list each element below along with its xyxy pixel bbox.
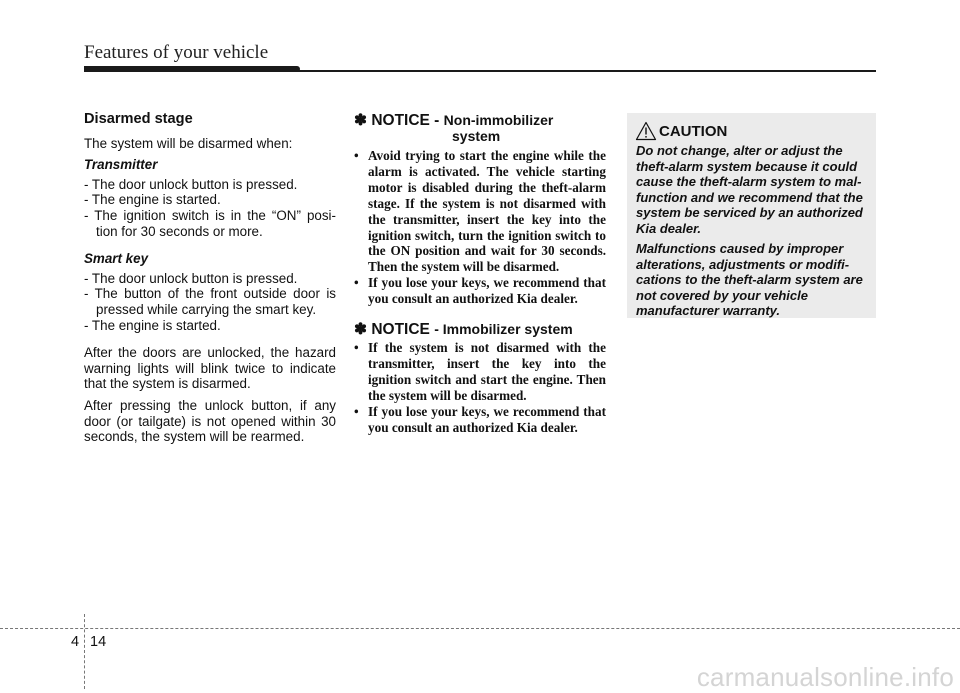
list-item [354, 275, 606, 307]
caution-label: CAUTION [659, 122, 728, 140]
middle-column [354, 108, 606, 436]
intro-text: The system will be disarmed when: [84, 135, 293, 151]
notice-label: NOTICE [371, 321, 430, 339]
bullet-icon: • [354, 403, 359, 419]
list-item [354, 404, 606, 436]
list-item: - The button of the front outside door is pressed while carrying the smart key. [84, 286, 336, 317]
list-item: - The door unlock button is pressed. [84, 270, 298, 286]
footer-rule [0, 628, 960, 629]
page-number: 14 [90, 634, 107, 650]
transmitter-heading: Transmitter [84, 157, 158, 173]
paragraph: After pressing the unlock button, if any door (or tailgate) is not opened within 30 seconds, the system will be rearmed. [84, 397, 336, 445]
smart-key-heading: Smart key [84, 251, 149, 267]
caution-header [635, 121, 727, 141]
list-item-text: If you lose your keys, we recommend that you consult an authorized Kia dealer. [368, 403, 606, 435]
notice-subtitle: Non-immobilizer [443, 112, 554, 128]
bullet-icon: • [354, 148, 359, 163]
caution-paragraph: Do not change, alter or adjust the theft-alarm system because it could cause the theft-alarm system to mal-function and we recommend that the system be serviced by an authorized Kia dealer. [636, 143, 863, 236]
list-item: - The door unlock button is pressed. [84, 176, 298, 192]
list-item-text: Avoid trying to start the engine while the alarm is activated. The vehicle starting motor is disabled during the theft-alarm stage. If the system is not disarmed with the transmitter, insert the key into the ignition switch, turn the ignition switch to the ON position and wait for 30 seconds. Then the system will be disarmed. [368, 148, 606, 275]
header-rule [84, 70, 876, 72]
warning-triangle-icon [635, 121, 657, 141]
notice-subtitle: - Immobilizer system [434, 321, 573, 338]
list-item: - The ignition switch is in the “ON” posi-tion for 30 seconds or more. [84, 207, 336, 239]
notice-label: NOTICE - [371, 112, 440, 129]
section-number: 4 [71, 634, 80, 650]
notice-heading [354, 112, 606, 129]
list-item-text: If the system is not disarmed with the transmitter, insert the key into the ignition switch and start the engine. Then the system will be disarmed. [368, 340, 606, 403]
section-heading: Disarmed stage [84, 111, 193, 127]
list-item-text: If you lose your keys, we recommend that you consult an authorized Kia dealer. [368, 275, 606, 307]
caution-box [627, 113, 876, 318]
bullet-icon: • [354, 340, 359, 356]
caution-paragraph: Malfunctions caused by improper alterations, adjustments or modifi-cations to the theft-alarm system are not covered by your vehicle manufacturer warranty. [636, 241, 863, 318]
page-header-title: Features of your vehicle [84, 42, 269, 63]
footer-divider [84, 614, 86, 689]
paragraph: After the doors are unlocked, the hazard warning lights will blink twice to indicate that the system is disarmed. [84, 345, 336, 392]
list-item: - The engine is started. [84, 192, 221, 208]
watermark-text: carmanualsonline.info [696, 662, 954, 692]
notice-heading [354, 321, 606, 338]
notice-star-icon: ✽ [354, 321, 367, 339]
left-column [84, 108, 336, 451]
list-item [354, 340, 606, 404]
notice-subtitle-line2: system [452, 128, 501, 144]
list-item [354, 148, 606, 275]
list-item: - The engine is started. [84, 317, 221, 333]
notice-star-icon: ✽ [354, 112, 367, 129]
bullet-icon: • [354, 275, 359, 291]
caution-body [636, 143, 868, 324]
